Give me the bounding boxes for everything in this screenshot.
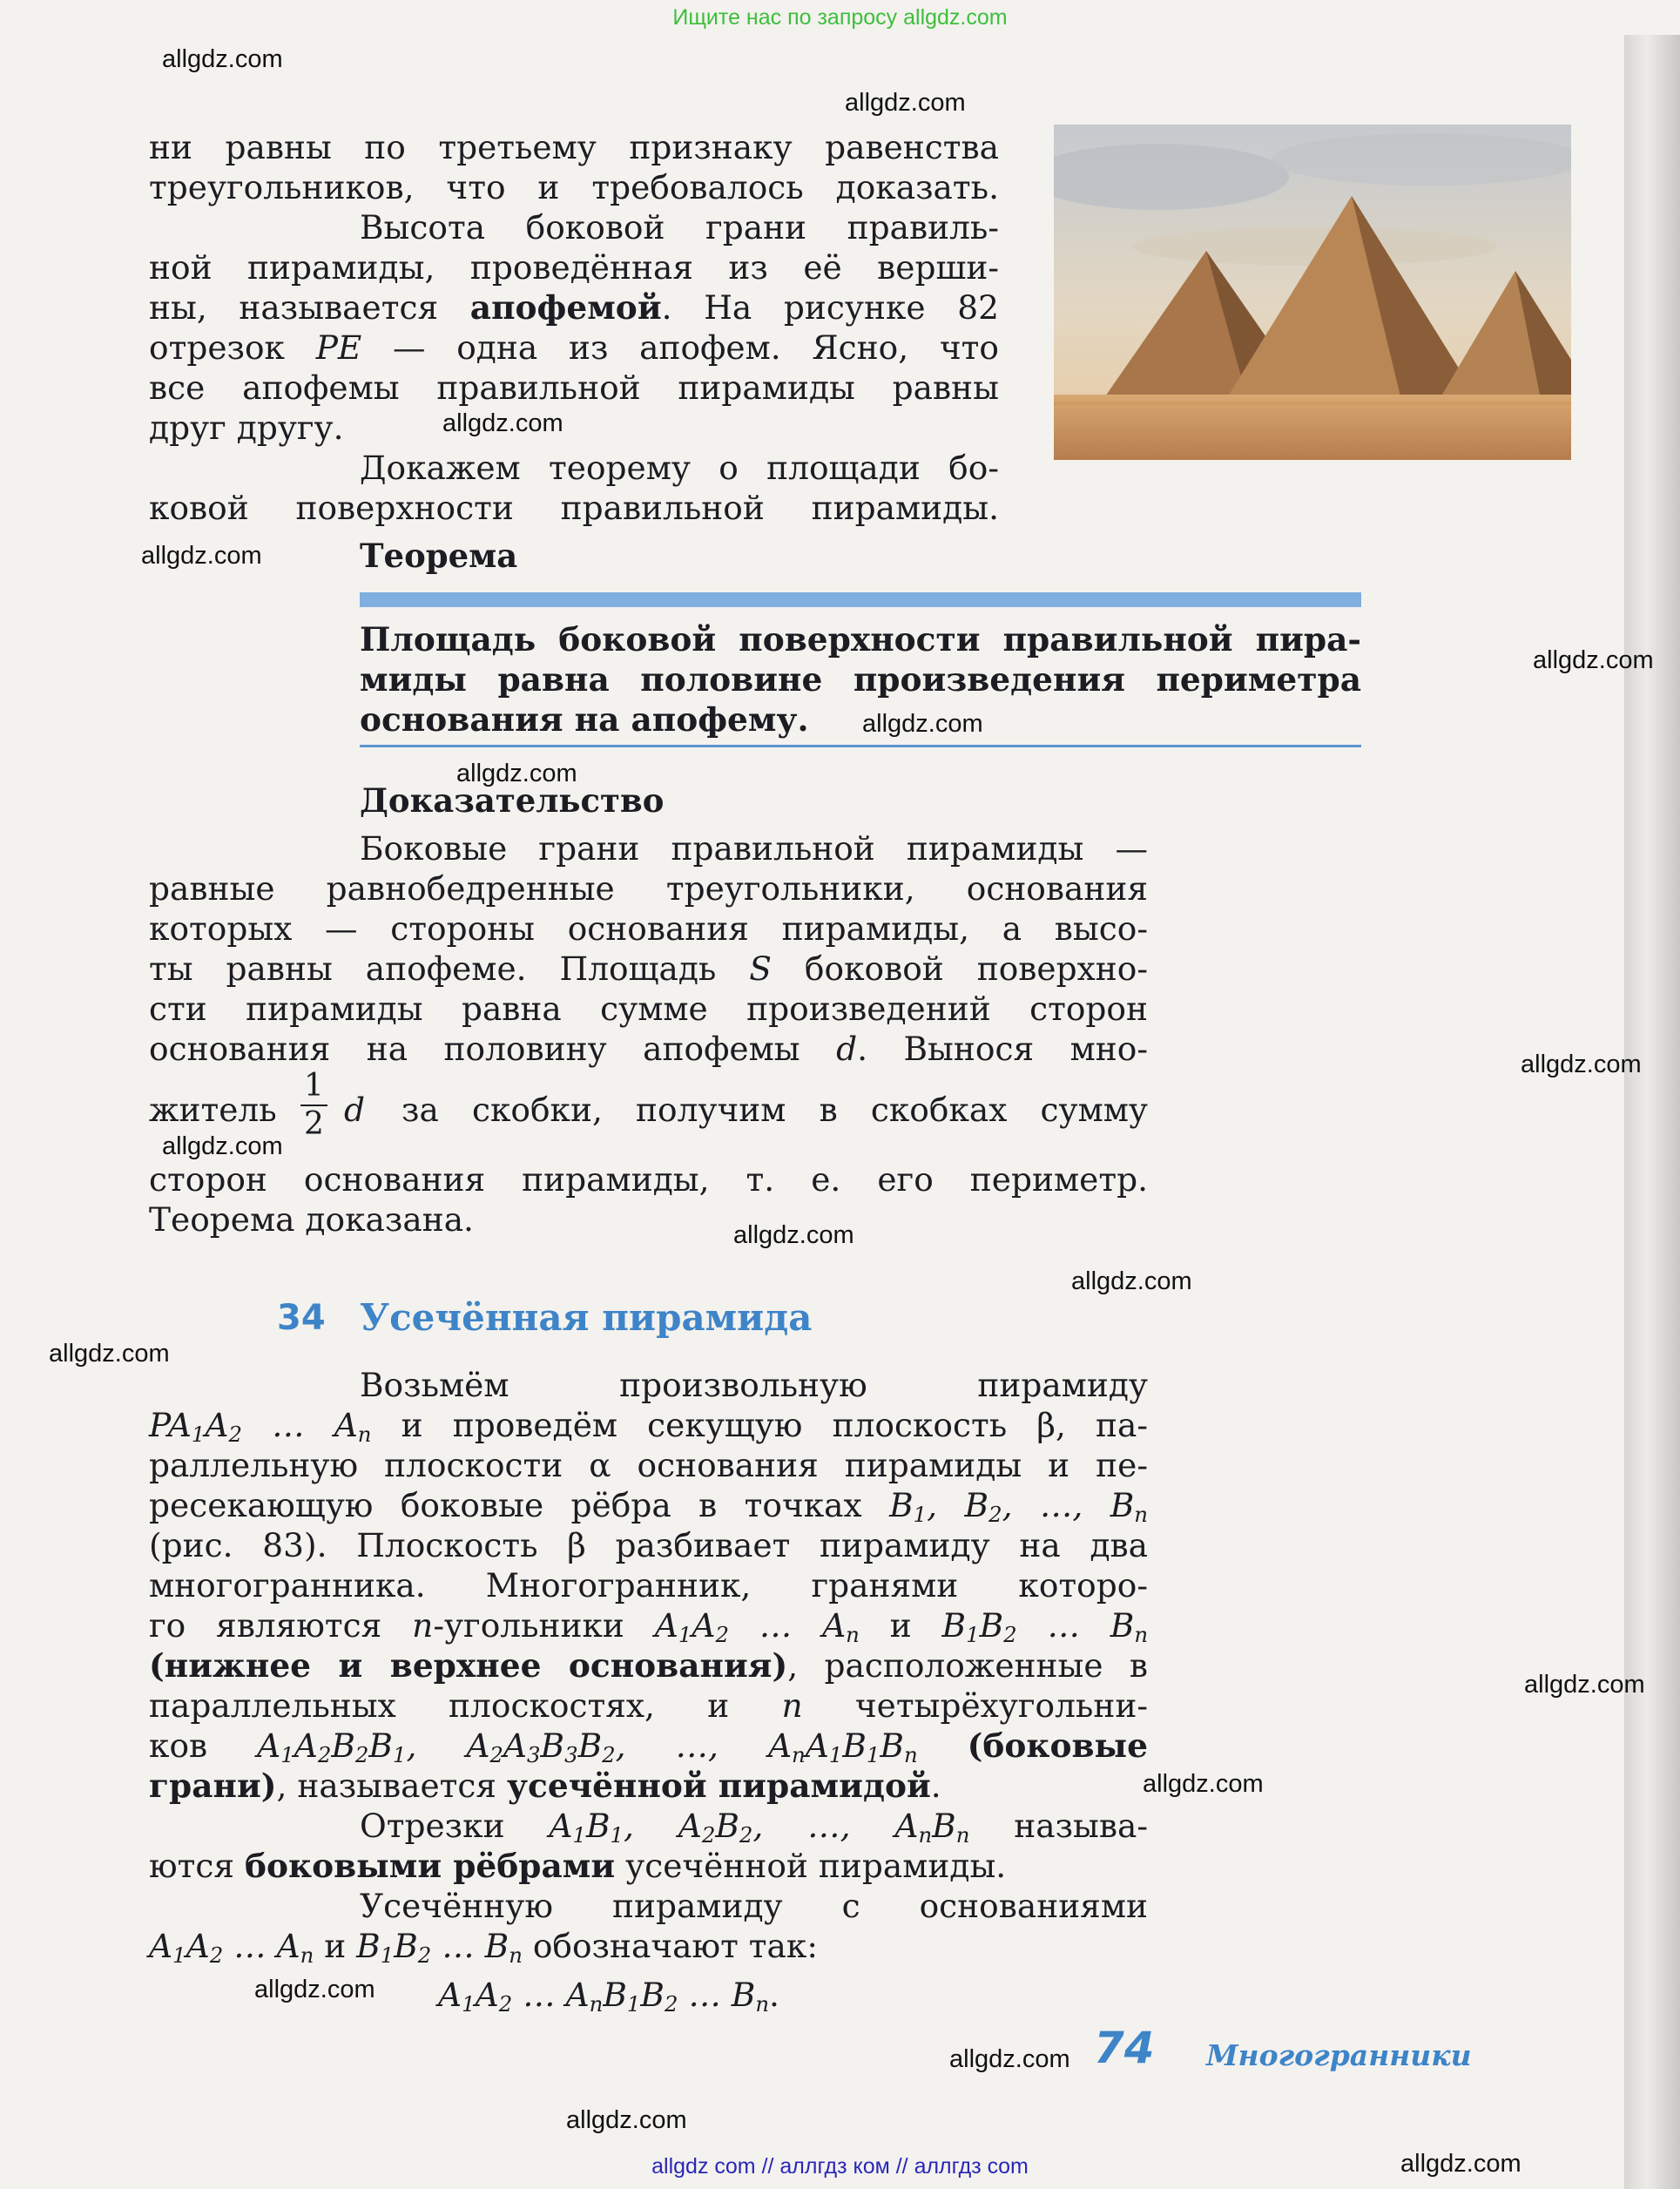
text-line: треугольников, что и требовалось доказать.: [149, 168, 999, 206]
watermark-text: allgdz.com: [1400, 2150, 1521, 2178]
text-line: Докажем теорему о площади бо-: [360, 449, 999, 487]
text-line: сторон основания пирамиды, т. е. его периметр.: [149, 1160, 1148, 1199]
text-line: Теорема доказана.: [149, 1200, 474, 1239]
text-line: (рис. 83). Плоскость β разбивает пирамиду на два: [149, 1526, 1148, 1564]
watermark-text: allgdz.com: [1071, 1267, 1192, 1295]
text-line: параллельных плоскостях, и n четырёхугольни-: [149, 1686, 1149, 1725]
watermark-text: allgdz.com: [254, 1976, 375, 2003]
text-line: го являются n-угольники $A_1A_2$ … $A_n$ и $B_1B_2$ … $B_n$: [149, 1606, 1149, 1648]
text-line: $A_1A_2$ … $A_n$ и $B_1B_2$ … $B_n$ обозначают так:: [149, 1927, 818, 1969]
watermark-text: allgdz.com: [845, 89, 966, 117]
theorem-text-line: основания на апофему.: [360, 700, 809, 739]
text-line: равные равнобедренные треугольники, основания: [149, 869, 1148, 908]
text-line: друг другу.: [149, 409, 344, 447]
text-line: Усечённую пирамиду с основаниями: [360, 1887, 1149, 1925]
text-line: Высота боковой грани правиль-: [360, 208, 999, 247]
page-edge-shadow: [1624, 35, 1680, 2189]
theorem-text-line: миды равна половине произведения периметра: [360, 660, 1361, 699]
watermark-text: allgdz.com: [141, 542, 262, 570]
text-line: ковой поверхности правильной пирамиды.: [149, 489, 999, 527]
text-line: ков $A_1A_2B_2B_1$, $A_2A_3B_3B_2$, …, $A_nA_1B_1B_n$ (боковые: [149, 1726, 1149, 1768]
text-line: ются боковыми рёбрами усечённой пирамиды.: [149, 1847, 1007, 1885]
watermark-text: allgdz.com: [949, 2045, 1070, 2073]
watermark-text: allgdz.com: [1524, 1671, 1645, 1699]
theorem-bottom-bar: [360, 745, 1361, 747]
text-line: раллельную плоскости α основания пирамиды и пе-: [149, 1446, 1148, 1484]
watermark-text: allgdz.com: [49, 1340, 170, 1368]
watermark-text: allgdz.com: [442, 409, 563, 437]
proof-heading: Доказательство: [360, 781, 665, 820]
theorem-text-line: Площадь боковой поверхности правильной пира-: [360, 620, 1361, 659]
formula-line: $A_1A_2$ … $A_nB_1B_2$ … $B_n$.: [438, 1976, 779, 2017]
watermark-text: allgdz.com: [862, 710, 983, 738]
text-line: $PA_1A_2$ … $A_n$ и проведём секущую плоскость β, па-: [149, 1406, 1149, 1448]
text-line: ни равны по третьему признаку равенства: [149, 128, 999, 166]
text-line: (нижнее и верхнее основания), расположенные в: [149, 1646, 1148, 1685]
text-line: отрезок PE — одна из апофем. Ясно, что: [149, 328, 999, 367]
text-line: ресекающую боковые рёбра в точках $B_1$, $B_2$, …, $B_n$: [149, 1486, 1148, 1528]
text-line: сти пирамиды равна сумме произведений сторон: [149, 990, 1148, 1028]
watermark-text: allgdz.com: [1533, 646, 1654, 674]
text-line-fraction: житель $\frac{1}{2}$ d за скобки, получим в скобках сумму: [149, 1068, 1148, 1142]
watermark-text: allgdz.com: [566, 2106, 687, 2134]
watermark-text: allgdz.com: [162, 45, 283, 73]
text-line: Боковые грани правильной пирамиды —: [360, 829, 1148, 868]
text-line: которых — стороны основания пирамиды, а высо-: [149, 909, 1148, 948]
watermark-text: allgdz.com: [1143, 1770, 1264, 1798]
watermark-text: allgdz.com: [733, 1221, 854, 1249]
text-line: ной пирамиды, проведённая из её верши-: [149, 248, 999, 287]
watermark-text: allgdz.com: [456, 760, 577, 787]
watermark-text: allgdz.com: [1521, 1051, 1642, 1078]
page-number: 74: [1094, 2023, 1155, 2073]
text-line: ты равны апофеме. Площадь S боковой поверхно-: [149, 949, 1148, 988]
section-number: 34: [277, 1298, 326, 1338]
text-line: ны, называется апофемой. На рисунке 82: [149, 288, 999, 327]
watermark-text: allgdz.com: [162, 1132, 283, 1160]
chapter-title: Многогранники: [1206, 2038, 1472, 2072]
text-line: Отрезки $A_1B_1$, $A_2B_2$, …, $A_nB_n$ называ-: [360, 1807, 1149, 1848]
section-title: Усечённая пирамида: [360, 1296, 813, 1339]
text-line: Возьмём произвольную пирамиду: [360, 1366, 1148, 1404]
pyramids-photo: [1054, 125, 1571, 460]
text-line: грани), называется усечённой пирамидой.: [149, 1767, 941, 1805]
bottom-watermark-banner: allgdz com // аллгдз ком // аллгдз com: [651, 2154, 1029, 2179]
text-line: многогранника. Многогранник, гранями которо-: [149, 1566, 1148, 1605]
top-watermark-banner: Ищите нас по запросу allgdz.com: [672, 5, 1008, 30]
text-line: основания на половину апофемы d. Вынося мно-: [149, 1030, 1148, 1068]
theorem-top-bar: [360, 592, 1361, 607]
theorem-heading: Теорема: [360, 537, 518, 575]
text-line: все апофемы правильной пирамиды равны: [149, 368, 999, 407]
fraction-one-half: $\frac{1}{2}$: [300, 1068, 327, 1143]
